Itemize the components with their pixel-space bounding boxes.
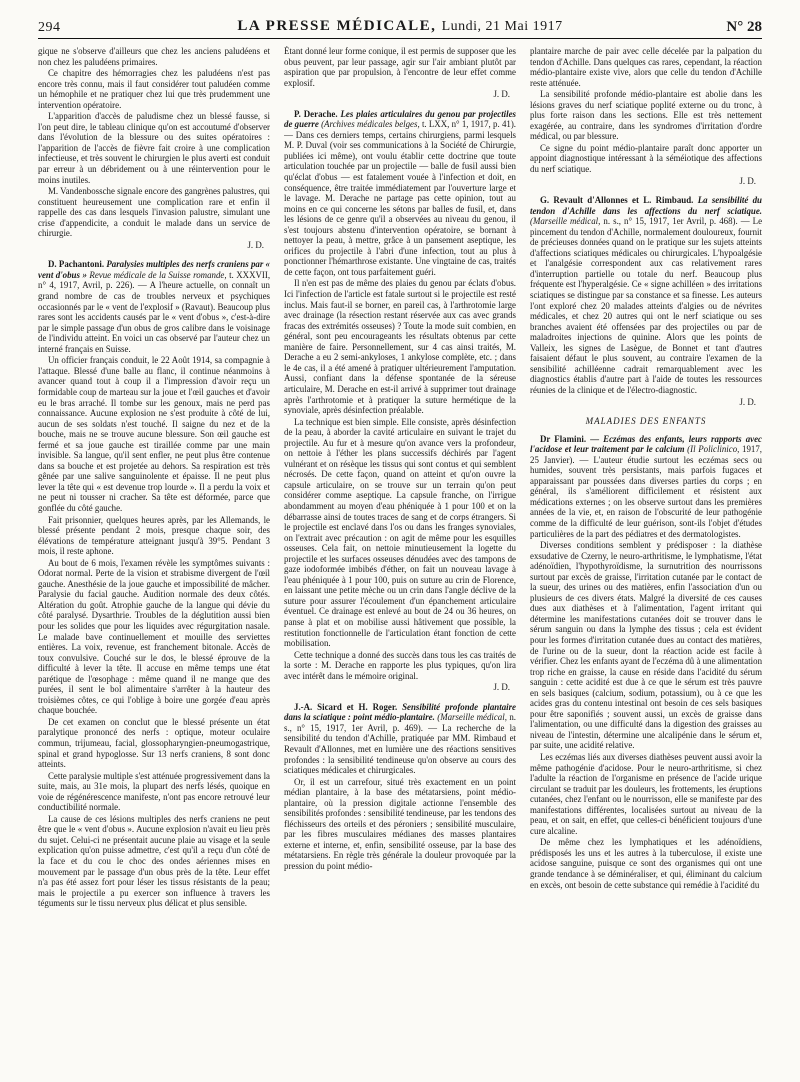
paragraph: Au bout de 6 mois, l'examen révèle les symptômes suivants : Odorat normal. Perte de la vision et strabisme divergent de l'œil gauche. Anesthésie de la joue gauche et impossibilité de mâcher. Paralysie du facial gauche. Audition normale des deux côtés. Altération du goût. Atrophie gauche de la langue qui dévie du côté paralysé. Dysarthrie. Troubles de la déglutition aussi bien pour les solides que pour les liquides avec régurgitation nasale. Le malade bave continuellement et mouille des serviettes entières. La voix, revenue, est franchement bitonale. Accès de toux convulsive. Couché sur le dos, le blessé éprouve de la difficulté à lever la tête. Il accuse en même temps une état parétique de l'œsophage : même quand il ne mange que des purées, il sent le bol alimentaire s'arrêter à la hauteur des troisièmes côtes, ce qui l'oblige à boire une gorgée d'eau après chaque bouchée. bbox=[38, 557, 270, 716]
paragraph: Les eczémas liés aux diverses diathèses peuvent aussi avoir la même pathogénie d'acidose. Pour le neuro-arthritisme, si chez l'adulte la réaction de l'organisme en présence de l'acide urique circulant se traduit par les douleurs, les frottements, les éruptions cutanées, chez l'enfant ou le nourrisson, elle se manifeste par des manifestations différentes, localisées surtout au niveau de la peau, et on sait, en effet, que celles-ci bénéficient toujours d'une cure alcaline. bbox=[530, 752, 762, 836]
article-title: Les plaies articulaires du genou par projectiles de guerre bbox=[284, 108, 516, 130]
author-initials: J. D. bbox=[493, 89, 510, 100]
paragraph: De cet examen on conclut que le blessé présente un état paralytique prononcé des nerfs : optique, moteur oculaire commun, trijumeau, facial, glossopharyngien-pneumogastrique, spinal et grand hypoglosse. Sur 13 nerfs craniens, 8 sont donc atteints. bbox=[38, 716, 270, 770]
section-heading: MALADIES DES ENFANTS bbox=[585, 416, 707, 427]
article-body: t. LXX, n° 1, 1917, p. 41). — Dans ces derniers temps, certains chirurgiens, parmi lesquels M. P. Duval (voir ses communications à la Société de Chirurgie, publiées ici même), ont voulu établir cette doctrine que toute articulation touchée par un projectile — balle de fusil aussi bien qu'éclat d'obus — est fatalement vouée à l'infection et doit, en conséquence, être traitée immédiatement par l'ouverture large et le lavage. M. Derache ne partage pas cette opinion, tout au moins en ce qui concerne les sétons par balles de fusil, et, dans les lésions de ce genre qu'il a observées au niveau du genou, il s'est toujours abstenu d'intervention opératoire, se bornant à nettoyer la peau, à mettre, grâce à un pansement aseptique, les orifices du projectile à l'abri d'une infection, tout au plus à ponctionner l'hémarthrose existante. Une vingtaine de cas, traités de cette façon, ont tous parfaitement guéri. bbox=[284, 119, 516, 277]
article-title: La sensibilité du tendon d'Achille dans les affections du nerf sciatique. bbox=[530, 195, 762, 216]
article-source: Revue médicale de la Suisse romande, bbox=[89, 269, 227, 280]
author-initials: J. D. bbox=[739, 396, 756, 407]
column-1 bbox=[38, 46, 270, 1072]
author-initials: J. D. bbox=[739, 175, 756, 186]
paragraph: Fait prisonnier, quelques heures après, par les Allemands, le blessé présente pendant 2 mois, presque chaque soir, des élévations de température atteignant jusqu'à 39°5. Pendant 3 mois, il reste aphone. bbox=[38, 514, 270, 557]
page-header bbox=[38, 18, 762, 39]
article-source: (Marseille médical, bbox=[530, 216, 601, 227]
paragraph: L'apparition d'accès de paludisme chez un blessé fausse, si l'on peut dire, le tableau clinique qu'on est accoutumé d'observer dans l'évolution de la blessure ou des suites opératoires : l'apparition de l'accès de fièvre fait croire à une complication infectieuse, et très souvent le chirurgien le plus averti est conduit par erreur à un débridement ou à une réintervention pour le moins inutiles. bbox=[38, 111, 270, 185]
paragraph: Or, il est un carrefour, situé très exactement en un point médian plantaire, à la base des métatarsiens, point médio-plantaire, où la pression digitale actionne l'ensemble des sensibilités profondes : sensibilité tendineuse, par les tendons des fléchisseurs des orteils et des péroniers ; sensibilité musculaire, par les fibres musculaires médianes des masses plantaires externe et interne, et, enfin, sensibilité osseuse, par la base des métatarsiens. En règle très générale la douleur provoquée par la pression du point médio- bbox=[284, 776, 516, 872]
article-body: n. s., n° 15, 1917, 1er Avril, p. 468). — Le pincement du tendon d'Achille, normalement douloureux, fournit de précieuses données quand on le pratique sur les sujets atteints d'affections sciatiques médicales ou chirurgicales. L'hypoalgésie et l'analgésie correspondent aux cas relativement rares d'interruption partielle ou totale du nerf. Beaucoup plus fréquente est l'hyperalgésie. Ce « signe achilléen » des irritations sciatiques se distingue par sa constance et sa finesse. Les auteurs l'ont exploré chez 20 malades atteints d'algies ou de névrites médicales, et chez 20 autres qui ont le nerf sciatique ou ses branches avaient été offensées par des projectiles ou par de maladroites injections de quinine. Alors que les points de Valleix, les signes de Lasègue, de Bonnet et tant d'autres faisaient défaut le plus souvent, au contraire l'examen de la sensibilité achilléenne cadrait remarquablement avec les diagnostics établis d'autre part à l'aide de toutes les ressources réunies de la clinique et de l'électro-diagnostic. bbox=[530, 216, 762, 395]
page-number: 294 bbox=[38, 20, 61, 35]
article-source: (Archives médicales belges, bbox=[321, 119, 420, 130]
paragraph: Ce signe du point médio-plantaire paraît donc apporter un appoint diagnostique intéressant à la séméiotique des affections du nerf sciatique. bbox=[530, 142, 762, 175]
issue-date: Lundi, 21 Mai 1917 bbox=[441, 19, 563, 34]
article-body: t. XXXVII, n° 4, 1917, Avril, p. 226). — A l'heure actuelle, on connaît un grand nombre de cas de troubles nerveux et psychiques occasionnés par le « vent de l'explosif » (Ravaut). Beaucoup plus rares sont les accidents causés par le « vent d'obus », c'est-à-dire par le simple passage d'un obus de gros calibre dans le voisinage de l'individu atteint. En voici un cas observé par l'auteur chez un interné français en Suisse. bbox=[38, 269, 270, 354]
article-sicard-roger bbox=[284, 702, 516, 776]
article-columns bbox=[38, 46, 762, 1072]
article-body: 1917, 25 Janvier). — L'auteur étudie surtout les eczémas secs ou humides, souvent très persistants, mais parfois fugaces et apparaissant par poussées dans diverses parties du corps ; en général, ils s'améliorent difficilement et résistent aux médications externes ; on les observe surtout dans les premières années de la vie, et, en raison de l'obscurité de leur pathogénie comme de la difficulté de leur guérison, sont-ils l'objet d'études particulières de la part des pédiatres et des dermatologistes. bbox=[530, 444, 762, 539]
paragraph: Diverses conditions semblent y prédisposer : la diathèse exsudative de Czerny, le neuro-arthritisme, le lymphatisme, l'état adénoïdien, l'hypothyroïdisme, la surnutrition des nourrissons surtout par excès de graisse, l'irritation cutanée par le contact de la sueur, des urines ou des matières, enfin l'association d'un ou plusieurs de ces divers états. Malgré la diversité de ces causes dues aux diathèses et à l'alimentation, l'agent irritant qui détermine les manifestations cutanées doit se trouver dans le sérum sanguin ou dans la lymphe des tissus ; cela est évident pour les formes d'irritation cutanée dues au contact des matières, de l'urine ou de la sueur, dont la réaction acide est facile à vérifier. Chez les enfants ayant de l'eczéma dû à une alimentation trop riche en graisse, la cause en réside dans l'acidité du sérum sanguin : cette acidité est due à ce que le sérum est très pauvre en sels basiques (calcium, sodium, potassium), ou à ce que les acides gras du contenu intestinal ont besoin de ces sels basiques pour être saponifiés ; souvent aussi, un excès de graisse dans l'alimentation, ou une difficulté dans la digestion des graisses au niveau de l'intestin, détermine une alcalipénie dans le sérum et, par suite, une acidité relative. bbox=[530, 540, 762, 751]
paragraph: Ce chapitre des hémorragies chez les paludéens n'est pas encore très connu, mais il faut considérer tout paludéen comme un hémophile et ne pratiquer chez lui que très prudemment une intervention opératoire. bbox=[38, 68, 270, 110]
article-flamini bbox=[530, 434, 762, 539]
article-source: (Il Policlinico, bbox=[687, 444, 740, 455]
paragraph: gique ne s'observe d'ailleurs que chez les anciens paludéens et non chez les paludéens primaires. bbox=[38, 46, 270, 67]
article-revault-rimbaud bbox=[530, 195, 762, 395]
paragraph: Cette paralysie multiple s'est atténuée progressivement dans la suite, mais, au 31e mois, la plupart des nerfs lésés, quoique en voie de régénérescence manifeste, n'ont pas encore retrouvé leur conductibilité normale. bbox=[38, 770, 270, 813]
issue-number: N° 28 bbox=[726, 19, 762, 35]
paragraph: Un officier français conduit, le 22 Août 1914, sa compagnie à l'attaque. Blessé d'une balle au flanc, il continue néanmoins à avancer quand tout à coup il a l'impression d'avoir reçu un formidable coup de marteau sur la joue et l'œil gauches et d'avoir eu le bras arraché. Il tombe sur les genoux, mais ne perd pas connaissance. Aucune explosion ne s'est produite à côté de lui, aucun de ses soldats n'est touché. Il saigne du nez et de la bouche, mais ne se trouve aucune blessure. Son œil gauche est fermé et sa joue gauche est tiraillée comme par une main invisible. Sa langue, qu'il sent enfler, ne peut plus être contenue dans sa bouche et est projetée au dehors. Sa respiration est très gênée par une salive sanguinolente et épaisse. Il ne peut plus lever la tête qui « est devenue trop lourde ». Il a perdu la voix et ne peut ni tousser ni cracher. Sa tête est déformée, parce que gonflée du côté gauche. bbox=[38, 355, 270, 513]
paragraph: La technique est bien simple. Elle consiste, après désinfection de la peau, à aborder la cavité articulaire en suivant le trajet du projectile. Au fur et à mesure qu'on avance vers la profondeur, on nettoie à l'éther les plans successifs déchirés par l'agent vulnérant et on résèque les tissus qui sont contus et qui semblent nécrosés. De cette façon, quand on atteint et qu'on ouvre la capsule articulaire, on se trouve sur un terrain qu'on peut considérer comme aseptique. La capsule franche, on l'irrigue abondamment au moyen d'eau phéniquée à 1 pour 100 et on la débarrasse ainsi de toutes traces de sang et de corps étrangers. Si le projectile est enclavé dans l'os ou dans les franges synoviales, on l'extrait avec précaution : on agit de même pour les esquilles osseuses. Cela fait, on nettoie minutieusement la logette du projectile et les surfaces osseuses dénudées avec des tampons de gaze iodoformée imbibés d'éther, on fait un nouveau lavage à l'eau phéniquée à 1 pour 100, puis on suture au crin de Florence, en laissant une petite mèche ou un crin dans l'angle déclive de la suture pour assurer l'écoulement d'un épanchement articulaire éventuel. Ce drainage est enlevé au bout de 24 ou 36 heures, on panse à plat et on mobilise aussi hâtivement que possible, la restitution fonctionnelle de l'articulation étant fonction de cette mobilisation. bbox=[284, 416, 516, 649]
article-author: Dr Flamini. bbox=[540, 433, 587, 444]
paragraph: La sensibilité profonde médio-plantaire est abolie dans les lésions graves du nerf sciatique poplité externe ou du tronc, à plus forte raison dans les sections. Elle est très nettement exagérée, au contraire, dans les syndromes d'irritation d'ordre médical, ou par blessure. bbox=[530, 89, 762, 142]
column-3 bbox=[530, 46, 762, 1072]
author-initials: J. D. bbox=[247, 239, 264, 250]
article-author: P. Derache. bbox=[294, 108, 338, 119]
article-derache bbox=[284, 109, 516, 278]
paragraph: Cette technique a donné des succès dans tous les cas traités de la sorte : M. Derache en rapporte les plus typiques, qu'on lira avec intérêt dans le mémoire original. bbox=[284, 649, 516, 681]
paragraph: La cause de ces lésions multiples des nerfs craniens ne peut être que le « vent d'obus ». Aucune explosion n'avait eu lieu près du sujet. Celui-ci ne présentait aucune plaie au visage et la seule explication qu'on puisse admettre, c'est qu'il a reçu d'un côté de la face et du cou le choc des ondes aériennes mises en mouvement par le passage d'un obus près de la tête. Leur effet n'a pas été assez fort pour léser les tissus résistants de la peau; mais le projectile a pu exercer son influence à travers les téguments sur le tissu nerveux plus délicat et plus sensible. bbox=[38, 813, 270, 909]
paragraph: plantaire marche de pair avec celle décelée par la palpation du tendon d'Achille. Dans quelques cas rares, cependant, la réaction médio-plantaire existe vive, alors que celle du tendon d'Achille reste atténuée. bbox=[530, 46, 762, 88]
column-2 bbox=[284, 46, 516, 1072]
author-initials: J. D. bbox=[493, 682, 510, 693]
paragraph: Étant donné leur forme conique, il est permis de supposer que les obus peuvent, par leur passage, agir sur l'air ambiant plutôt par aspiration que par propulsion, à l'encontre de leur effet comme explosif. bbox=[284, 46, 516, 88]
article-pachantoni bbox=[38, 259, 270, 354]
article-title: Paralysies multiples des nerfs craniens par « vent d'obus » bbox=[38, 259, 270, 280]
article-title: Sensibilité profonde plantaire dans la sciatique : point médio-plantaire. bbox=[284, 701, 516, 723]
journal-name: LA PRESSE MÉDICALE, bbox=[237, 18, 437, 34]
paragraph: M. Vandenbossche signale encore des gangrènes palustres, qui constituent heureusement une complication rare et enfin il rappelle des cas dans lesquels l'invasion palustre, simulant une crise d'appendicite, a conduit le malade dans un service de chirurgie. bbox=[38, 186, 270, 239]
article-body: n. s., n° 15, 1917, 1er Avril, p. 469). — La recherche de la sensibilité du tendon d'Achille, pratiquée par MM. Rimbaud et Revault d'Allonnes, met en lumière une des réactions sensitives profondes : la sensibilité tendineuse qu'on observe au cours des sciatiques médicales et chirurgicales. bbox=[284, 712, 516, 776]
article-author: D. Pachantoni. bbox=[48, 259, 105, 270]
article-author: G. Revault d'Allonnes et L. Rimbaud. bbox=[540, 195, 694, 206]
running-title bbox=[38, 18, 762, 35]
paragraph: De même chez les lymphatiques et les adénoïdiens, prédisposés les uns et les autres à la tuberculose, il existe une acidose sanguine, puisque ce sont des organismes qui ont une grande tendance à se déminéraliser, et qui, éliminant du calcium en excès, ont besoin de cette substance qui remédie à l'acidité du bbox=[530, 837, 762, 890]
article-author: J.-A. Sicard et H. Roger. bbox=[294, 701, 398, 712]
article-title: — Eczémas des enfants, leurs rapports avec l'acidose et leur traitement par le calcium bbox=[530, 433, 762, 455]
paragraph: Il n'en est pas de même des plaies du genou par éclats d'obus. Ici l'infection de l'article est fatale surtout si le projectile est resté inclus. Mais faut-il se borner, en pareil cas, à l'arthrotomie large avec drainage (la résection restant réservée aux cas avec grands fracas des extrémités osseuses) ? Toute la mode suit combien, en général, sont peu encourageants les résultats obtenus par cette manière de faire. Personnellement, sur 4 cas ainsi traités, M. Derache a eu 2 semi-ankyloses, 1 ankylose complète, etc. ; dans le 4e cas, il a été amené à pratiquer ultérieurement l'amputation. Aussi, confiant dans la défense spontanée de la séreuse articulaire, M. Derache en est-il arrivé à supprimer tout drainage après l'arthrotomie et à pratiquer la suture hermétique de la synoviale, après désinfection préalable. bbox=[284, 278, 516, 416]
article-source: (Marseille médical, bbox=[437, 712, 507, 723]
